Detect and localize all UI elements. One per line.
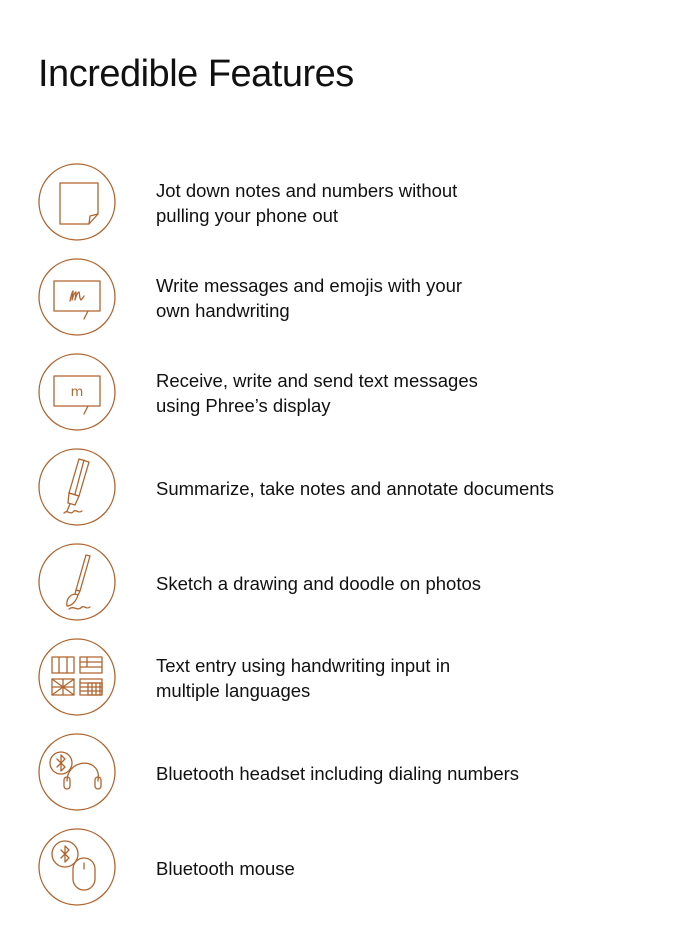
feature-item xyxy=(38,448,658,528)
feature-item xyxy=(38,638,658,718)
bluetooth-mouse-icon xyxy=(38,828,116,906)
feature-text: Sketch a drawing and doodle on photos xyxy=(156,572,482,594)
svg-text:m: m xyxy=(70,385,84,400)
feature-text: Receive, write and send text messages using Phree’s display xyxy=(156,370,478,416)
feature-item xyxy=(38,353,658,433)
feature-text: Write messages and emojis with your own handwriting xyxy=(156,275,463,321)
feature-item xyxy=(38,828,658,908)
bluetooth-headset-icon xyxy=(38,733,116,811)
feature-item xyxy=(38,543,658,623)
sticky-note-icon xyxy=(38,163,116,241)
feature-item xyxy=(38,163,658,243)
text-message-icon xyxy=(38,353,116,431)
feature-text: Bluetooth headset including dialing numbers xyxy=(156,762,520,784)
feature-text: Text entry using handwriting input in multiple languages xyxy=(156,655,451,701)
feature-text: Jot down notes and numbers without pulling your phone out xyxy=(156,180,458,226)
flags-icon xyxy=(38,638,116,716)
handwritten-message-icon xyxy=(38,258,116,336)
feature-text: Bluetooth mouse xyxy=(156,857,295,879)
highlighter-pen-icon xyxy=(38,448,116,526)
feature-text: Summarize, take notes and annotate documents xyxy=(156,477,554,499)
feature-item xyxy=(38,258,658,338)
feature-item xyxy=(38,733,658,813)
page-title: Incredible Features xyxy=(38,53,354,95)
paintbrush-icon xyxy=(38,543,116,621)
